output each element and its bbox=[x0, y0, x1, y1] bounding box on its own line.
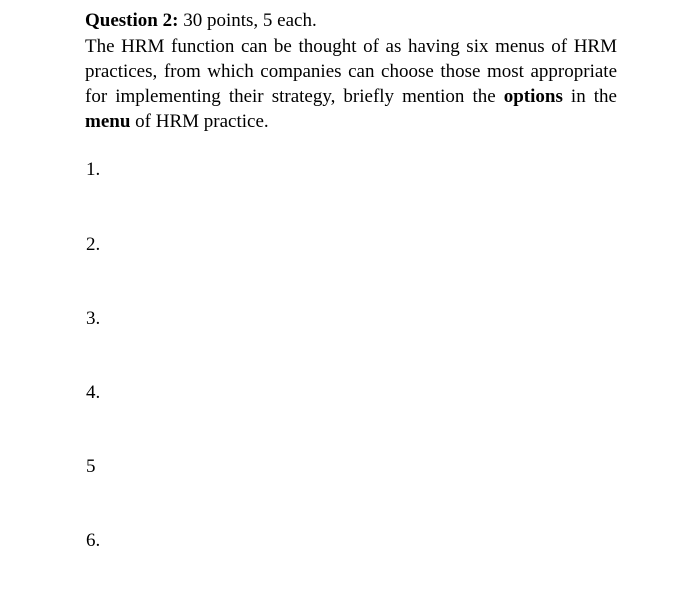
answer-number-2: 2. bbox=[86, 234, 101, 255]
question-block bbox=[85, 8, 617, 134]
answer-number-6: 6. bbox=[86, 530, 101, 551]
question-bold-options: options bbox=[503, 86, 563, 107]
question-points: 30 points, 5 each. bbox=[178, 10, 317, 31]
answer-number-5: 5 bbox=[86, 456, 96, 477]
answer-number-1: 1. bbox=[86, 159, 101, 180]
question-body-part1: The HRM function can be thought of as having six menus of HRM practices, from which companies can choose those most appropriate for implementing their strategy, briefly mention the bbox=[85, 36, 617, 107]
question-bold-menu: menu bbox=[85, 111, 131, 132]
answer-number-4: 4. bbox=[86, 382, 101, 403]
question-label: Question 2: bbox=[85, 10, 179, 31]
answer-number-3: 3. bbox=[86, 308, 101, 329]
question-body-part3: of HRM practice. bbox=[130, 111, 269, 132]
question-body bbox=[85, 34, 617, 134]
question-body-part2: in the bbox=[562, 86, 617, 107]
question-header bbox=[85, 8, 617, 34]
